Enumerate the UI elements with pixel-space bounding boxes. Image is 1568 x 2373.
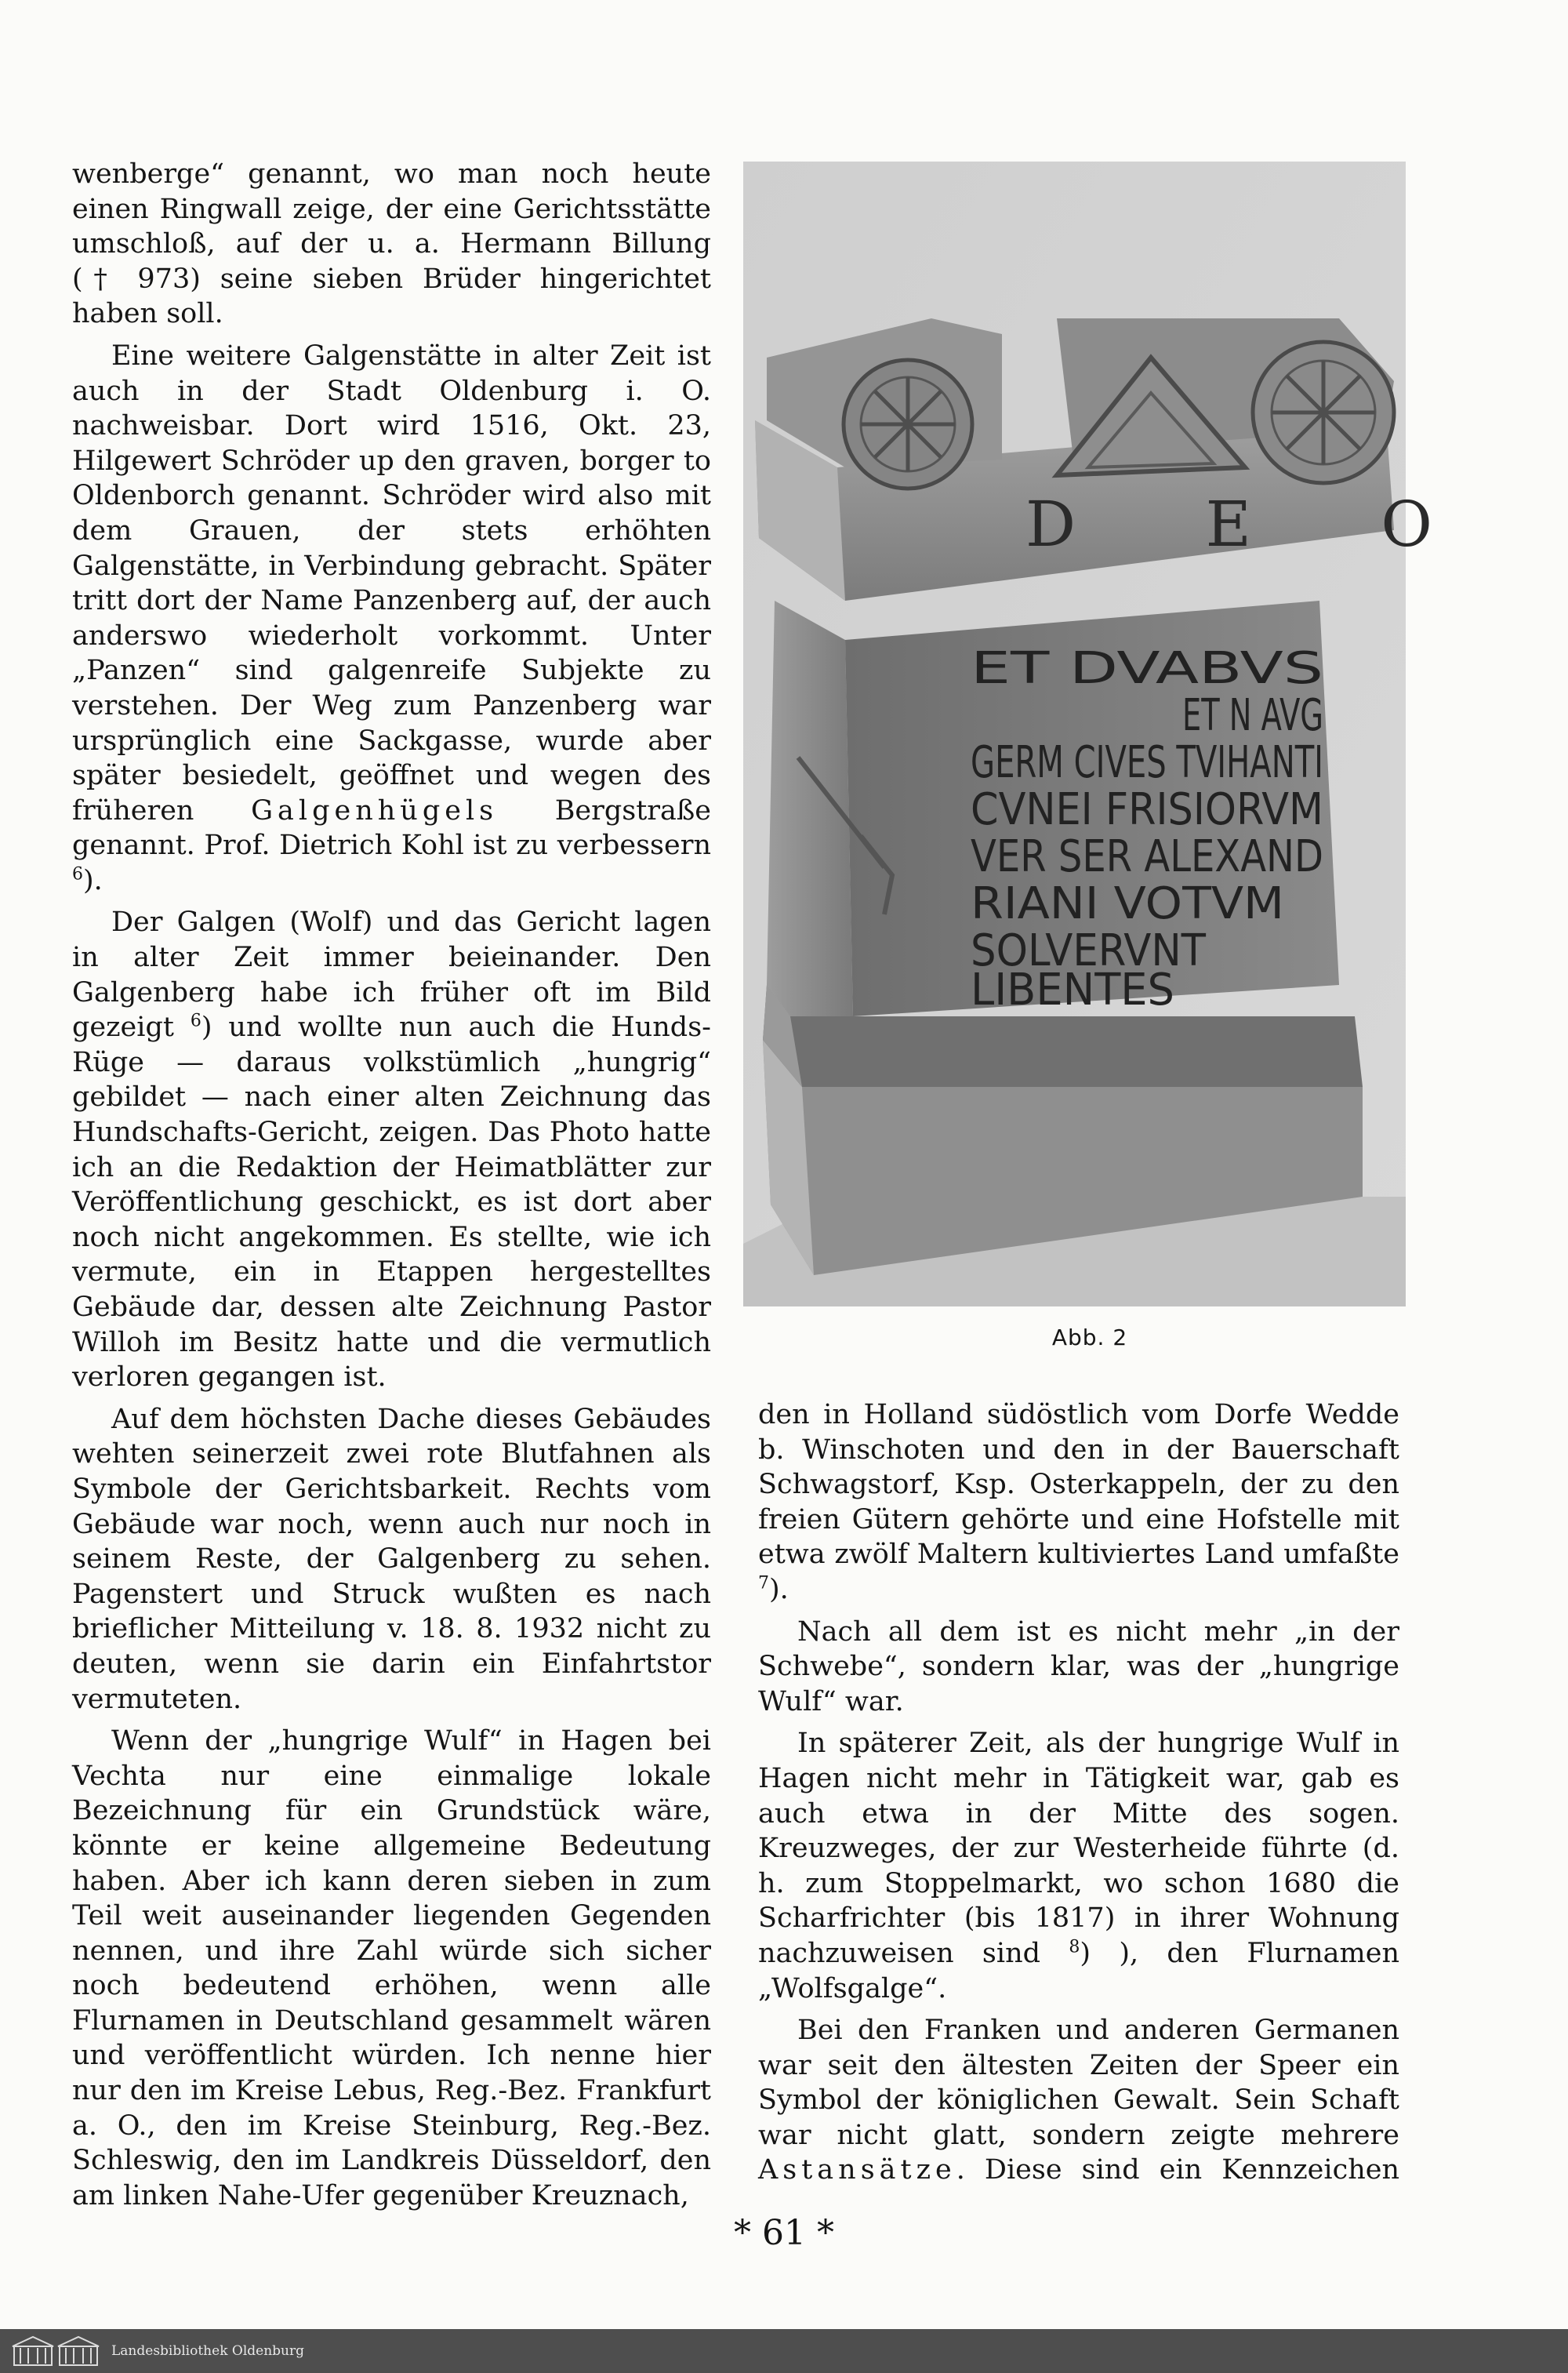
paragraph-text: ) und wollte nun auch die Hunds-Rüge — daraus volkstümlich „hungrig“ gebildet — nach einer alten Zeichnung das Hundschafts-Gericht, zeigen. Das Photo hatte ich an die Redaktion der Heimatblätter zur Veröffentlichung geschickt, es ist dort aber noch nicht angekommen. Es stellte, wie ich vermute, ein in Etappen hergestelltes Gebäude dar, dessen alte Zeichnung Pastor Willoh im Besitz hatte und die vermutlich verloren gegangen ist. — [72, 1012, 711, 1394]
figure-caption: Abb. 2 — [1051, 1325, 1128, 1350]
inscription-line: LIBENTES — [971, 965, 1174, 1016]
paragraph-text: Bei den Franken und anderen Germanen war seit den ältesten Zeiten der Speer ein Symbol der königlichen Gewalt. Sein Schaft war nicht glatt, sondern zeigte mehrere — [758, 2015, 1399, 2151]
paragraph-text: In späterer Zeit, als der hungrige Wulf in Hagen nicht mehr in Tätigkeit war, gab es auch etwa in der Mitte des sogen. Kreuzweges, der zur Westerheide führte (d. h. zum Stoppelmarkt, wo schon 1680 die Scharfrichter (bis 1817) in ihrer Wohnung nachzuweisen sind — [758, 1728, 1399, 1969]
inscription-line: SOLVERVNT — [971, 925, 1207, 976]
text-line: wenberge“ genannt, wo man noch heute — [72, 158, 711, 190]
paragraph-text: Der Galgen (Wolf) und das Gericht lagen in alter Zeit immer beieinander. Den Galgenberg habe ich früher oft im Bild gezeigt — [72, 907, 711, 1044]
inscription-line: ET N AVG — [1182, 690, 1323, 741]
paragraph-text: den in Holland südöstlich vom Dorfe Wedde b. Winschoten und den in der Bauerschaft Schwagstorf, Ksp. Osterkappeln, der zu den freien Gütern gehörte und eine Hofstelle mit etwa zwölf Maltern kultiviertes Land umfaßte — [758, 1399, 1399, 1571]
text-line: umschloß, auf der u. a. Hermann Billung — [72, 228, 711, 260]
paragraph-text: Auf dem höchsten Dache dieses Gebäudes wehten seinerzeit zwei rote Blutfahnen als Symbole der Gerichtsbarkeit. Rechts vom Gebäude war noch, wenn auch nur noch in seinem Reste, der Galgenberg zu sehen. Pagenstert und Struck wußten es nach brieflicher Mitteilung v. 18. 8. 1932 nicht zu deuten, wenn sie darin ein Einfahrtstor vermuteten. — [72, 1403, 711, 1715]
paragraph — [758, 1615, 1399, 1720]
inscription-line: GERM CIVES TVIHANTI — [971, 737, 1323, 788]
inscription-line: RIANI VOTVM — [971, 878, 1284, 929]
paragraph-text: . Diese sind ein Kennzeichen — [956, 2154, 1399, 2186]
footnote-ref: 6 — [190, 1011, 201, 1031]
page-number: * 61 * — [734, 2213, 834, 2253]
paragraph-continued — [72, 157, 711, 332]
paragraph — [72, 1402, 711, 1717]
paragraph-text: Nach all dem ist es nicht mehr „in der Schwebe“, sondern klar, was der „hungrige Wulf“ war. — [758, 1615, 1399, 1717]
paragraph-text: ). — [83, 864, 103, 896]
footnote-ref: 8 — [1069, 1937, 1080, 1957]
paragraph — [758, 2013, 1399, 2188]
inscription-line: CVNEI FRISIORVM — [971, 784, 1323, 835]
altar-stone-photo — [743, 162, 1487, 1306]
paragraph-text: ). — [769, 1573, 789, 1605]
text-line: einen Ringwall zeige, der eine Gerichtsstätte — [72, 193, 711, 225]
paragraph-text: ) ), den Flurnamen „Wolfsgalge“. — [758, 1937, 1399, 2004]
library-footer-bar — [0, 2329, 1568, 2373]
footnote-ref: 7 — [758, 1573, 769, 1594]
right-text-column — [758, 1397, 1399, 2195]
inscription-line: ET DVABVS — [971, 643, 1323, 694]
spaced-word: Astansätze — [758, 2154, 956, 2186]
paragraph-text: Wenn der „hungrige Wulf“ in Hagen bei Vechta nur eine einmalige lokale Bezeichnung für ein Grundstück wäre, könnte er keine allgemeine Bedeutung haben. Aber ich kann deren sieben in zum Teil weit auseinander liegenden Gegenden nennen, und ihre Zahl würde sich sicher noch bedeutend erhöhen, wenn alle Flurnamen in Deutschland gesammelt wären und veröffentlicht würden. Ich nenne hier nur den im Kreise Lebus, Reg.-Bez. Frankfurt a. O., den im Kreise Steinburg, Reg.-Bez. Schleswig, den im Landkreis Düsseldorf, den am linken Nahe-Ufer gegenüber Kreuznach, — [72, 1725, 711, 2211]
text-line: haben soll. — [72, 298, 223, 330]
left-text-column — [72, 157, 711, 2220]
paragraph — [72, 1724, 711, 2213]
paragraph-continued — [758, 1397, 1399, 1608]
text-line: († 973) seine sieben Brüder hingerichtet — [72, 263, 711, 295]
paragraph-text: Eine weitere Galgenstätte in alter Zeit ist auch in der Stadt Oldenburg i. O. nachweisbar. Dort wird 1516, Okt. 23, Hilgewert Schröder up den graven, borger to Oldenborch genannt. Schröder wird also mit dem Grauen, der stets erhöhten Galgenstätte, in Verbindung gebracht. Später tritt dort der Name Panzenberg auf, der auch anderswo wiederholt vorkommt. Unter „Panzen“ sind galgenreife Subjekte zu verstehen. Der Weg zum Panzenberg war ursprünglich eine Sackgasse, wurde aber später besiedelt, geöffnet und wegen des früheren — [72, 340, 711, 827]
inscription-line: VER SER ALEXAND — [971, 831, 1323, 882]
library-name: Landesbibliothek Oldenburg — [111, 2343, 305, 2359]
altar-stone-image — [743, 162, 1487, 1306]
footnote-ref: 6 — [72, 864, 83, 885]
paragraph-text: Bergstraße genannt. Prof. Dietrich Kohl ist zu verbessern — [72, 794, 711, 862]
library-building-icon — [9, 2334, 103, 2368]
paragraph — [758, 1726, 1399, 2006]
cornice-inscription: D E O — [1025, 488, 1487, 561]
spaced-word: Galgenhügels — [251, 794, 499, 827]
paragraph — [72, 905, 711, 1394]
paragraph — [72, 339, 711, 899]
